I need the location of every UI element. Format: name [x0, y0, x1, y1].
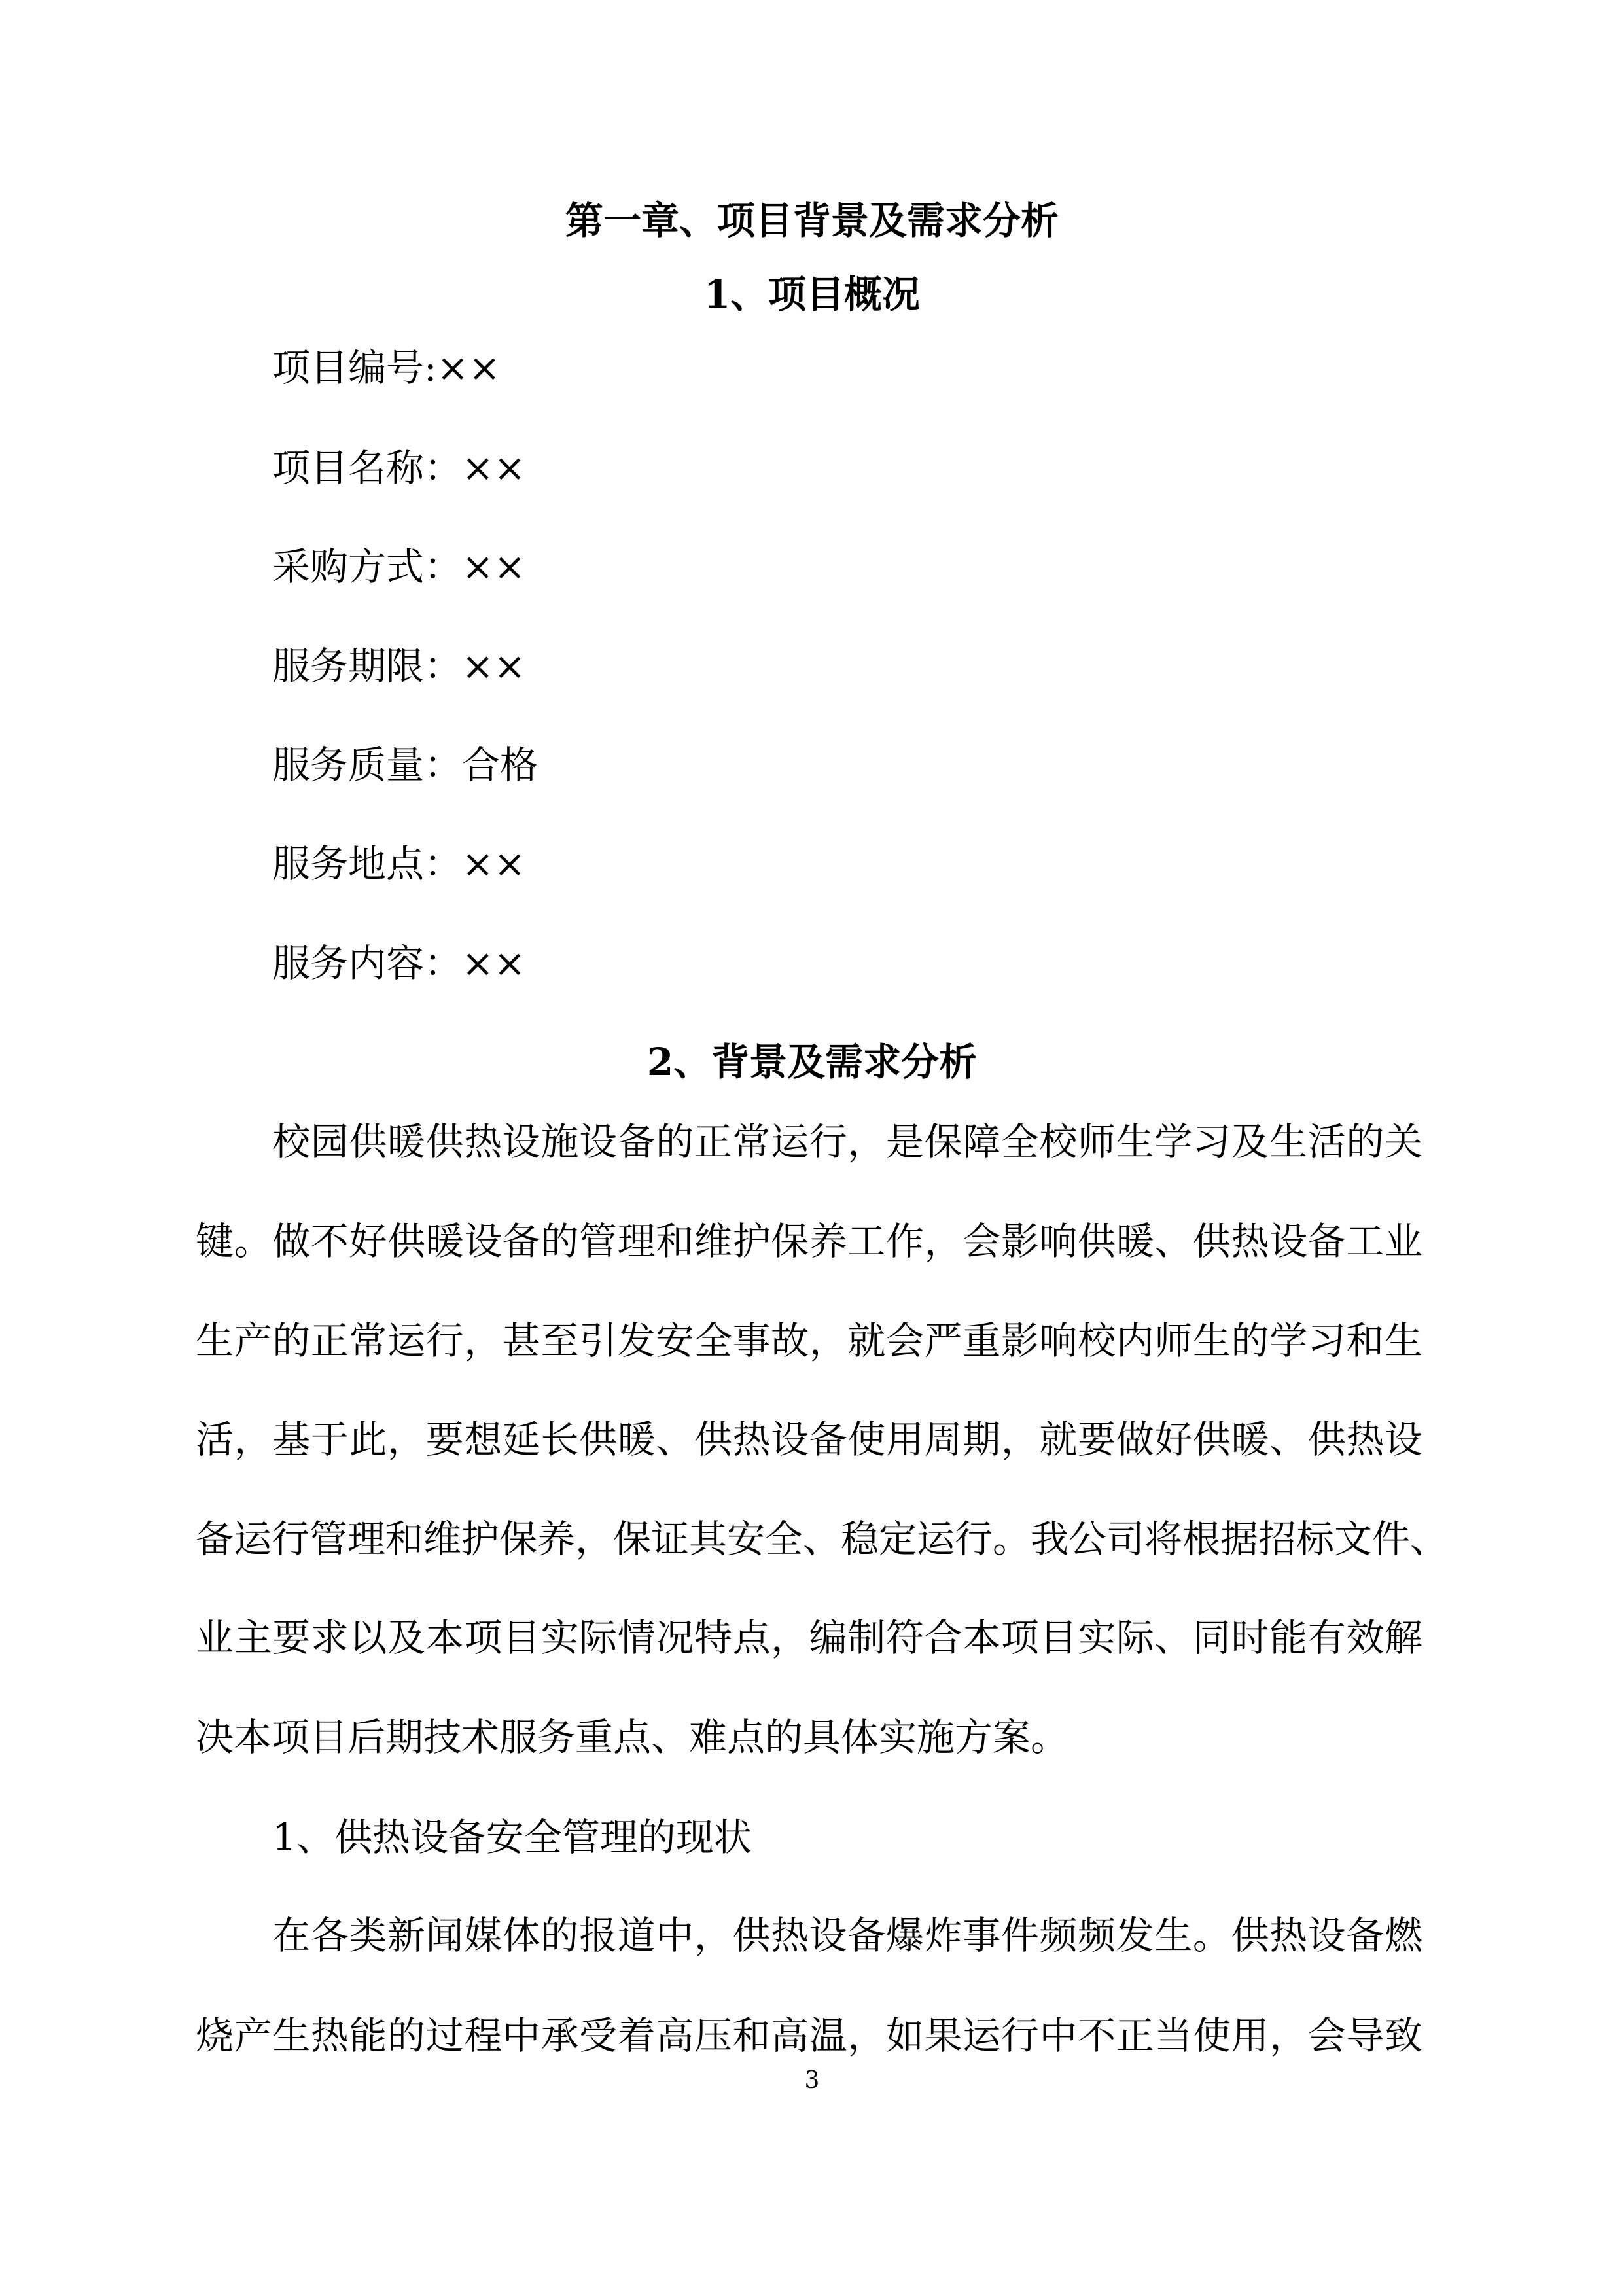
overview-item: 服务地点：×× — [272, 841, 526, 886]
section-title-overview: 1、项目概况 — [703, 272, 921, 317]
subheading: 1、供热设备安全管理的现状 — [272, 1815, 752, 1860]
paragraph-line: 活，基于此，要想延长供暖、供热设备使用周期，就要做好供暖、供热设 — [196, 1417, 1422, 1462]
paragraph-line: 键。做不好供暖设备的管理和维护保养工作，会影响供暖、供热设备工业 — [196, 1219, 1422, 1263]
overview-item: 项目名称：×× — [272, 446, 526, 490]
paragraph-line: 决本项目后期技术服务重点、难点的具体实施方案。 — [196, 1715, 1069, 1759]
section-title-background: 2、背景及需求分析 — [646, 1040, 978, 1084]
paragraph-line: 备运行管理和维护保养，保证其安全、稳定运行。我公司将根据招标文件、 — [196, 1517, 1449, 1561]
paragraph-line: 生产的正常运行，甚至引发安全事故，就会严重影响校内师生的学习和生 — [196, 1318, 1422, 1363]
overview-item: 服务内容：×× — [272, 941, 526, 985]
overview-item: 服务期限：×× — [272, 644, 526, 688]
overview-item: 采购方式：×× — [272, 544, 526, 589]
paragraph-line: 业主要求以及本项目实际情况特点，编制符合本项目实际、同时能有效解 — [196, 1616, 1422, 1660]
overview-item: 项目编号:×× — [272, 345, 501, 390]
page-number: 3 — [804, 2067, 820, 2094]
paragraph-line: 在各类新闻媒体的报道中，供热设备爆炸事件频频发生。供热设备燃 — [272, 1913, 1422, 1958]
paragraph-line: 校园供暖供热设施设备的正常运行，是保障全校师生学习及生活的关 — [272, 1120, 1422, 1164]
paragraph-line: 烧产生热能的过程中承受着高压和高温，如果运行中不正当使用，会导致 — [196, 2013, 1422, 2058]
chapter-title: 第一章、项目背景及需求分析 — [565, 198, 1059, 243]
overview-item: 服务质量：合格 — [272, 743, 538, 787]
